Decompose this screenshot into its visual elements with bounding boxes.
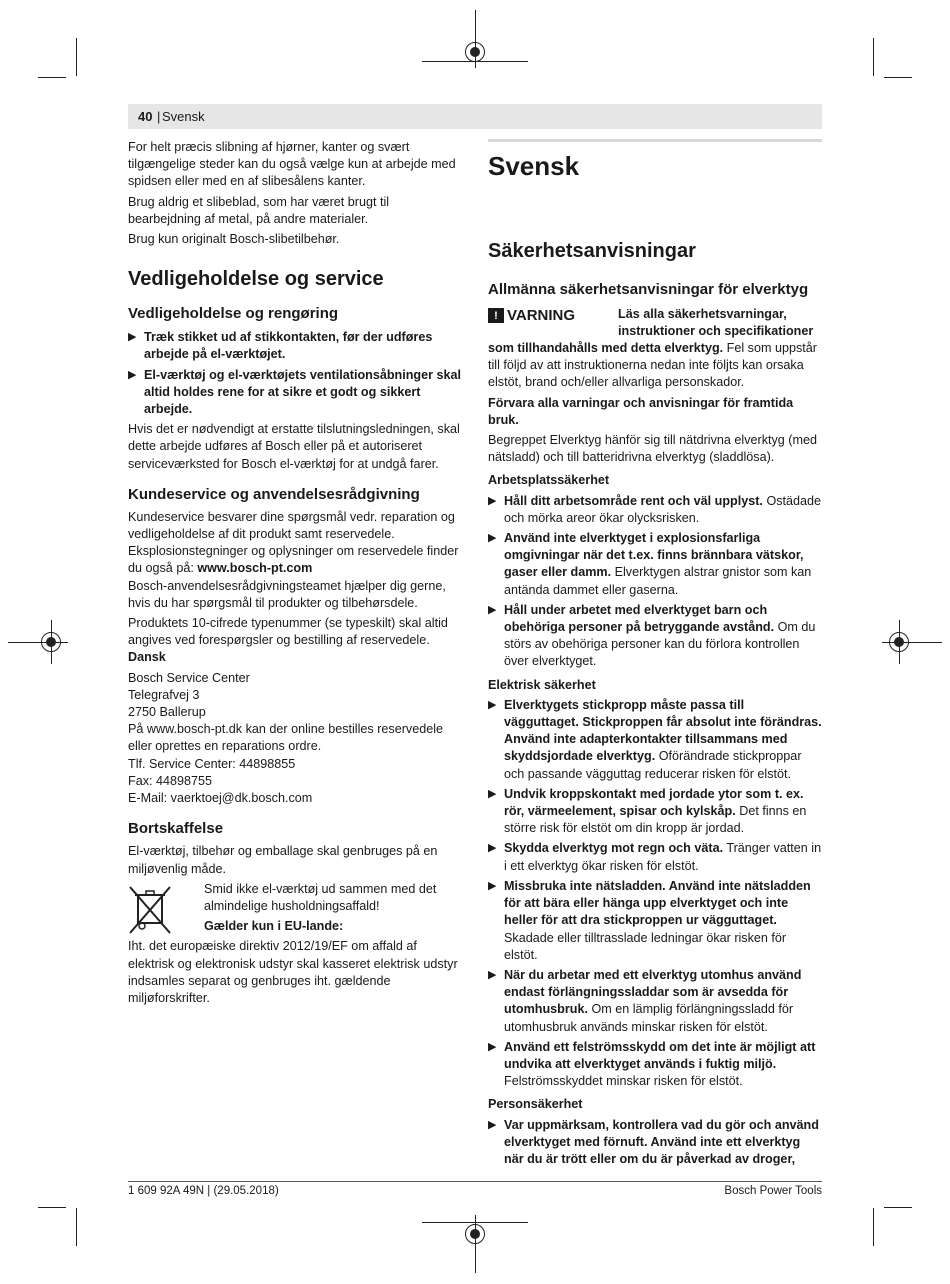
address-line: Bosch Service Center	[128, 670, 250, 685]
paragraph: Smid ikke el-værktøj ud sammen med det almindelige husholdningsaffald!	[204, 881, 437, 913]
subsection-title: Vedligeholdelse og rengøring	[128, 305, 339, 323]
address-line: Tlf. Service Center: 44898855	[128, 756, 296, 771]
bullet-item	[488, 530, 822, 599]
paragraph: Produktets 10-cifrede typenummer (se typeskilt) skal altid angives ved forespørgsler og bestilling af reservedele.	[128, 616, 448, 648]
warning-triangle-icon: !	[488, 308, 504, 323]
crop-mark	[873, 1208, 874, 1246]
bullet-item	[488, 1039, 822, 1091]
bullet-text: Tränger vatten in i ett elverktyg ökar risken för elstöt.	[504, 841, 822, 873]
footer-brand: Bosch Power Tools	[724, 1185, 822, 1197]
bullet-item	[128, 367, 464, 419]
address-line: Fax: 44898755	[128, 773, 213, 788]
section-title: Vedligeholdelse og service	[128, 268, 384, 291]
bullet-text: Skadade eller tilltrasslade ledningar ökar risken för elstöt.	[504, 930, 787, 962]
bullet-bold: Håll ditt arbetsområde rent och väl upplyst.	[504, 493, 763, 508]
warning-text: Läs alla säkerhetsvarningar, instruktioner och specifikationer	[618, 307, 814, 339]
crop-mark	[38, 77, 66, 78]
section-title: Säkerhetsanvisningar	[488, 240, 696, 262]
website-link[interactable]: www.bosch-pt.com	[197, 561, 313, 576]
paragraph	[128, 509, 464, 578]
subsection-title: Arbetsplatssäkerhet	[488, 473, 610, 488]
paragraph: Begreppet Elverktyg hänför sig till nätdrivna elverktyg (med nätsladd) och till batteridrivna elverktyg (sladdlösa).	[488, 433, 817, 465]
subsection-title: Elektrisk säkerhet	[488, 677, 596, 692]
arrow-bullet-icon: ▶	[488, 879, 497, 892]
paragraph: Hvis det er nødvendigt at erstatte tilslutningsledningen, skal dette arbejde udføres af Bosch eller på et autoriseret serviceværksted for Bosch el-værktøj for at undgå farer.	[128, 422, 460, 471]
page-header	[128, 104, 822, 129]
bullet-bold: Skydda elverktyg mot regn och väta.	[504, 841, 724, 856]
paragraph: Bosch-anvendelsesrådgivningsteamet hjælper dig gerne, hvis du har spørgsmål til produkter og tilbehørsdele.	[128, 578, 446, 610]
bullet-item	[488, 1117, 822, 1169]
arrow-bullet-icon: ▶	[488, 494, 497, 507]
bullet-bold: Elverktygets stickpropp måste passa till vägguttaget. Stickproppen får absolut inte förändras. Använd inte adapterkontakter tillsammans med skyddsjordade elverktyg.	[504, 697, 822, 764]
bullet-bold: Var uppmärksam, kontrollera vad du gör och använd elverktyget med förnuft. Använd inte ett elverktyg när du är trött eller om du är påverkad av droger,	[504, 1117, 819, 1166]
paragraph: El-værktøj, tilbehør og emballage skal genbruges på en miljøvenlig måde.	[128, 844, 438, 876]
bullet-item	[488, 786, 822, 838]
address-line: Telegrafvej 3	[128, 687, 200, 702]
bullet-text: Om en lämplig förlängningssladd för utomhusbruk används minskar risken för elstöt.	[504, 1002, 794, 1034]
crop-mark	[38, 1207, 66, 1208]
arrow-bullet-icon: ▶	[488, 532, 497, 545]
arrow-bullet-icon: ▶	[488, 603, 497, 616]
arrow-bullet-icon: ▶	[488, 787, 497, 800]
subsection-title: Kundeservice og anvendelsesrådgivning	[128, 485, 420, 503]
arrow-bullet-icon: ▶	[128, 368, 137, 381]
address-line: På www.bosch-pt.dk kan der online bestilles reservedele eller oprettes en reparations ordre.	[128, 722, 444, 754]
bullet-text: Træk stikket ud af stikkontakten, før der udføres arbejde på el-værktøjet.	[144, 330, 433, 362]
subsection-title: Allmänna säkerhetsanvisningar för elverktyg	[488, 281, 809, 298]
paragraph	[488, 340, 822, 392]
paragraph-text: Kundeservice besvarer dine spørgsmål vedr. reparation og vedligeholdelse af dit produkt samt reservedele. Eksplosionstegninger og oplysninger om reservedele finder du også på:	[128, 509, 459, 576]
right-column	[488, 139, 822, 1171]
arrow-bullet-icon: ▶	[488, 842, 497, 855]
bullet-text: Om du störs av obehöriga personer kan du förlora kontrollen över elverktyget.	[504, 620, 816, 669]
paragraph-text: Fel som uppstår till följd av att instruktionerna nedan inte följts kan orsaka elstöt, brand och/eller allvarliga personskador.	[488, 341, 817, 390]
country-label: Dansk	[128, 650, 166, 665]
bullet-item	[488, 602, 822, 671]
header-separator: |	[157, 109, 161, 124]
bullet-item	[488, 697, 822, 783]
address-line: 2750 Ballerup	[128, 705, 206, 720]
warning-label: VARNING	[507, 307, 576, 324]
bullet-item	[488, 493, 822, 527]
bullet-bold: Använd ett felströmsskydd om det inte är möjligt att undvika att elverktyget används i fuktig miljö.	[504, 1039, 816, 1071]
bullet-text: El-værktøj og el-værktøjets ventilationsåbninger skal altid holdes rene for at sikre et godt og sikkert arbejde.	[144, 367, 462, 417]
paragraph: Iht. det europæiske direktiv 2012/19/EF om affald af elektrisk og elektronisk udstyr skal kasseret elektrisk udstyr indsamles separat og genbruges iht. gældende miljøforskrifter.	[128, 939, 458, 1005]
bullet-item	[488, 840, 822, 874]
paragraph: Gælder kun i EU-lande:	[204, 919, 344, 934]
left-column	[128, 139, 464, 1010]
bullet-bold: När du arbetar med ett elverktyg utomhus använd endast förlängningssladdar som är avsedda för utomhusbruk.	[504, 967, 802, 1017]
address-block	[128, 670, 464, 808]
paragraph: Förvara alla varningar och anvisningar för framtida bruk.	[488, 395, 794, 427]
language-title: Svensk	[488, 139, 822, 182]
footer-doc-number: 1 609 92A 49N | (29.05.2018)	[128, 1185, 279, 1197]
crop-mark	[76, 38, 77, 76]
bullet-bold: Håll under arbetet med elverktyget barn och obehöriga personer på betryggande avstånd.	[504, 602, 775, 635]
bullet-item	[128, 329, 464, 363]
paragraph: For helt præcis slibning af hjørner, kanter og svært tilgængelige steder kan du også vælge kun at arbejde med spidsen eller med en af slibesålens kanter.	[128, 140, 456, 189]
paragraph-bold: som tillhandahålls med detta elverktyg.	[488, 341, 724, 355]
subsection-title: Bortskaffelse	[128, 820, 224, 838]
arrow-bullet-icon: ▶	[488, 968, 497, 981]
registration-mark-icon	[41, 632, 61, 652]
bullet-bold: Använd inte elverktyget i explosionsfarliga omgivningar när det t.ex. finns brännbara vätskor, gaser eller damm.	[504, 531, 804, 580]
address-line: E-Mail: vaerktoej@dk.bosch.com	[128, 791, 313, 806]
warning-block	[488, 306, 822, 340]
arrow-bullet-icon: ▶	[488, 1118, 497, 1131]
registration-mark-icon	[465, 1224, 485, 1244]
bullet-bold: Undvik kroppskontakt med jordade ytor som t. ex. rör, värmeelement, spisar och kylskåp.	[504, 786, 804, 819]
subsection-title: Personsäkerhet	[488, 1097, 583, 1112]
arrow-bullet-icon: ▶	[488, 1040, 497, 1053]
crop-mark	[884, 77, 912, 78]
footer-rule	[128, 1181, 822, 1182]
bullet-text: Ostädade och mörka areor ökar olycksrisken.	[504, 493, 822, 525]
crop-mark	[873, 38, 874, 76]
bullet-item	[488, 967, 822, 1036]
bullet-bold: Missbruka inte nätsladden. Använd inte nätsladden för att bära eller hänga upp elverktyget och inte heller för att dra stickproppen ur vägguttaget.	[504, 878, 811, 928]
page-number: 40	[138, 109, 153, 124]
bullet-text: Elverktygen alstrar gnistor som kan antända dammet eller gaserna.	[504, 565, 812, 597]
paragraph: Brug aldrig et slibeblad, som har været brugt til bearbejdning af metal, på andre materialer.	[128, 194, 390, 226]
arrow-bullet-icon: ▶	[128, 331, 137, 344]
bullet-item	[488, 878, 822, 964]
bullet-text: Det finns en större risk för elstöt om din kropp är jordad.	[504, 804, 807, 836]
crop-mark	[884, 1207, 912, 1208]
registration-mark-icon	[889, 632, 909, 652]
crop-mark	[76, 1208, 77, 1246]
paragraph: Brug kun originalt Bosch-slibetilbehør.	[128, 232, 340, 247]
crossed-bin-icon	[128, 885, 172, 935]
registration-mark-icon	[465, 42, 485, 62]
warning-badge	[488, 307, 575, 324]
bullet-text: Oförändrade stickproppar och passande vägguttag reducerar risken för elstöt.	[504, 749, 802, 781]
bullet-text: Felströmsskyddet minskar risken för elstöt.	[504, 1074, 743, 1089]
header-language: Svensk	[162, 109, 205, 124]
arrow-bullet-icon: ▶	[488, 698, 497, 711]
weee-block	[128, 881, 464, 936]
